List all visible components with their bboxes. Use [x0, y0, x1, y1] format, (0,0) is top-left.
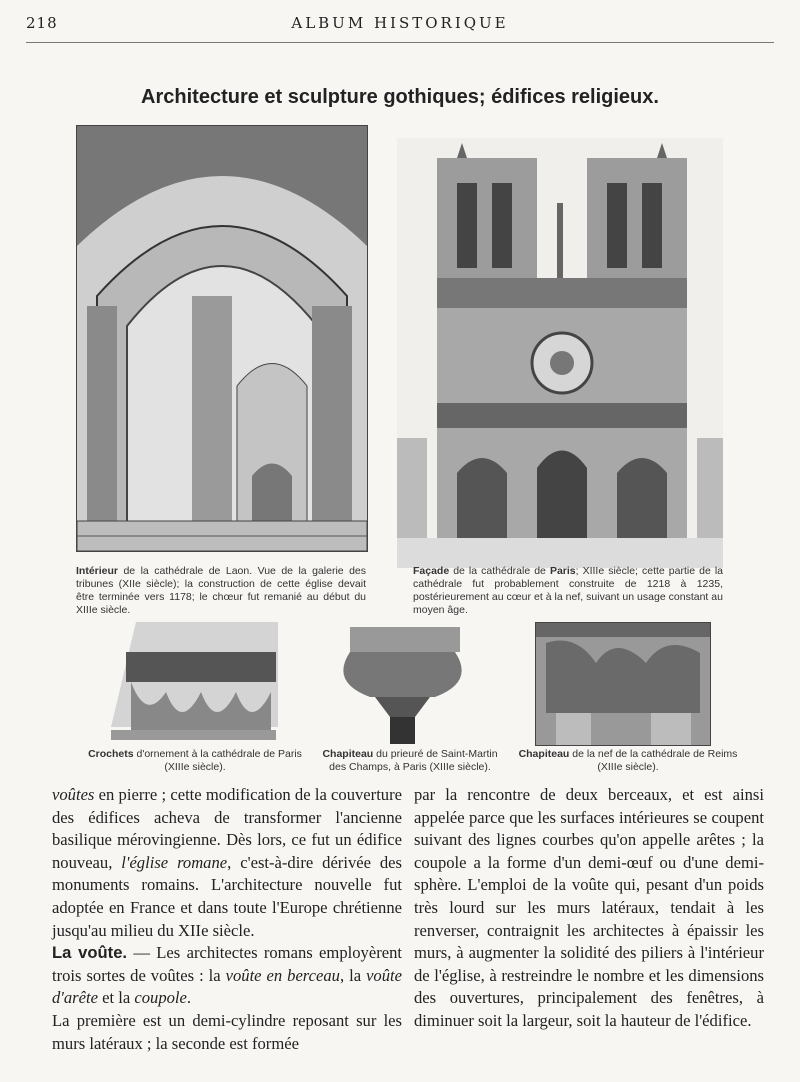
- crochets-caption-bold: Crochets: [88, 748, 134, 760]
- paris-caption-bold2: Paris: [549, 565, 576, 577]
- body-left-p2-a: — Les architectes romans employèrent trois sortes de voûtes : la: [52, 943, 402, 985]
- saint-martin-caption-line1: du prieuré de Saint-Martin: [373, 748, 498, 760]
- reims-capital-engraving: [535, 622, 711, 746]
- saint-martin-caption-bold: Chapiteau: [322, 748, 374, 760]
- plate-title: Architecture et sculpture gothiques; édifices religieux.: [141, 86, 659, 108]
- crochets-caption-line2: (XIIIe siècle).: [164, 761, 226, 773]
- laon-caption-bold: Intérieur: [76, 565, 119, 577]
- body-left-p1-b: , c'est-à-dire dérivée des monuments romains. L'architecture nouvelle fut adoptée en France et dans toute l'Europe chrétienne jusqu'au milieu du XIIe siècle.: [52, 852, 403, 940]
- reims-caption-bold: Chapiteau: [518, 748, 570, 760]
- crochets-caption: [70, 748, 320, 774]
- paris-caption-bold: Façade: [413, 565, 450, 577]
- saint-martin-capital-engraving: [320, 622, 485, 744]
- body-left-p2-d: .: [186, 988, 192, 1008]
- header-rule: [26, 42, 774, 43]
- body-left-paragraph-2: [52, 942, 402, 1010]
- page-header: [0, 14, 800, 38]
- saint-martin-caption-line2: des Champs, à Paris (XIIIe siècle).: [329, 761, 491, 773]
- paris-caption: [413, 565, 723, 617]
- body-italic-voutes: voûtes: [52, 785, 95, 804]
- body-right-column: [414, 784, 764, 1033]
- paris-caption-mid: de la cathédrale de: [449, 565, 550, 577]
- laon-caption: [76, 565, 366, 617]
- body-left-p2-c: et la: [97, 988, 135, 1008]
- reims-caption: [513, 748, 743, 774]
- section-heading-la-voute: La voûte.: [52, 943, 128, 963]
- crochets-caption-line1: d'ornement à la cathédrale de Paris: [133, 748, 302, 760]
- crochets-engraving: [106, 622, 278, 744]
- page-number: 218: [26, 14, 58, 32]
- body-italic-arete: voûte d'arête: [52, 965, 402, 1008]
- body-left-paragraph-3: La première est un demi-cylindre reposant sur les murs latéraux ; la seconde est formée: [52, 1010, 402, 1053]
- saint-martin-caption: [305, 748, 515, 774]
- laon-caption-text: de la cathédrale de Laon. Vue de la galerie des tribunes (XIIe siècle); la construction de cette église devait être terminée vers 1178; le chœur fut remanié au début du XIIIe siècle.: [76, 565, 366, 616]
- running-title: ALBUM HISTORIQUE: [291, 14, 509, 32]
- paris-caption-text: ; XIIIe siècle; cette partie de la cathédrale fut probablement construite de 1218 à 1235, postérieurement au cœur et à la nef, suivant un usage constant au moyen âge.: [413, 565, 723, 616]
- body-left-p1-a: en pierre ; cette modification de la couverture des édifices acheva de transformer l'ancienne basilique mérovingienne. Dès lors, ce fut un édifice nouveau,: [52, 785, 402, 872]
- body-italic-eglise-romane: l'église romane: [121, 852, 228, 872]
- body-left-column: [52, 784, 402, 1055]
- laon-interior-engraving: [76, 125, 368, 552]
- reims-caption-line1: de la nef de la cathédrale de Reims: [569, 748, 738, 760]
- body-left-p2-b: , la: [339, 965, 367, 985]
- body-italic-berceau: voûte en berceau: [225, 965, 340, 985]
- reims-caption-line2: (XIIIe siècle).: [597, 761, 659, 773]
- body-right-paragraph: par la rencontre de deux berceaux, et est ainsi appelée parce que les surfaces intérieures se coupent suivant des lignes courbes qu'on appelle arêtes ; la coupole a la forme d'un demi-œuf ou d'une demi-sphère. L'emploi de la voûte qui, pesant d'un poids très lourd sur les murs latéraux, tendait à les renverser, contraignit les architectes à épaissir les murs, à augmenter la solidité des piliers à l'intérieur de l'église, à restreindre le nombre et les dimensions des ouvertures, principalement des fenêtres, à diminuer soit la largeur, soit la hauteur de l'édifice.: [414, 785, 764, 1030]
- body-left-paragraph-1: [52, 784, 402, 942]
- notre-dame-facade-engraving: [397, 138, 723, 568]
- body-italic-coupole: coupole: [134, 988, 187, 1008]
